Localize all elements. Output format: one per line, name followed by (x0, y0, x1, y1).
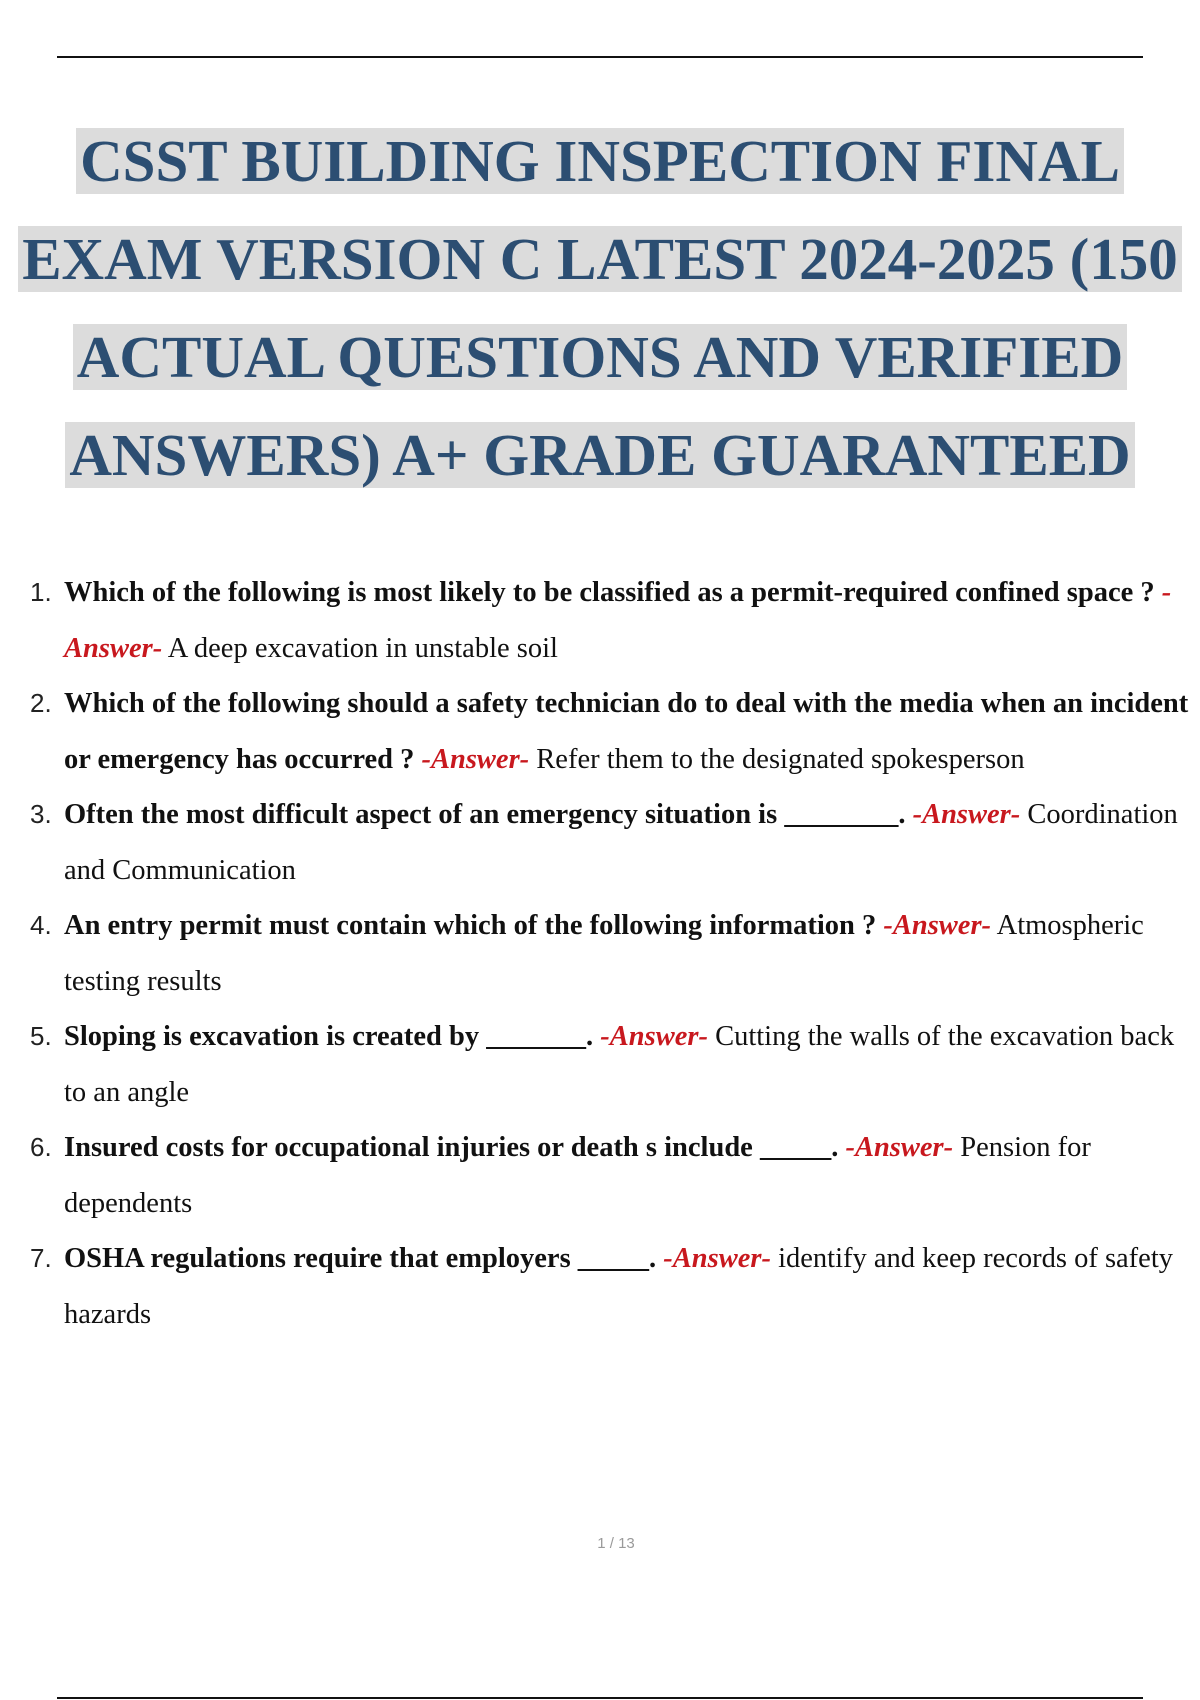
question-number: 7. (30, 1243, 52, 1273)
question-item (0, 565, 1200, 676)
answer-label: -Answer- (421, 743, 530, 775)
title-line (0, 112, 1200, 210)
answer-text: A deep excavation in unstable soil (167, 632, 558, 664)
answer-text: identify and keep records of safety hazards (64, 1243, 1173, 1330)
question-number: 3. (30, 799, 52, 829)
question-text: Sloping is excavation is created by _______. (64, 1021, 594, 1052)
bottom-rule (57, 1697, 1143, 1699)
answer-label: -Answer- (845, 1132, 954, 1163)
answer-text: Coordination and Communication (64, 799, 1178, 886)
answer-label: -Answer- (663, 1243, 771, 1274)
answer-text: Cutting the walls of the excavation back to an angle (64, 1021, 1175, 1108)
title-line (0, 308, 1200, 406)
answer-label: -Answer- (912, 799, 1021, 830)
question-number: 2. (30, 688, 52, 718)
question-text: Which of the following should a safety technician do to deal with the media when an incident or emergency has occurred ? (64, 688, 1189, 775)
answer-text: Pension for dependents (64, 1132, 1091, 1219)
question-item (0, 787, 1200, 898)
question-list (0, 565, 1200, 1342)
question-text: OSHA regulations require that employers _____. (64, 1243, 657, 1274)
top-rule (57, 56, 1143, 58)
question-item (0, 676, 1200, 787)
title-line-text: CSST BUILDING INSPECTION FINAL (76, 128, 1124, 194)
answer-label: -Answer- (883, 910, 992, 941)
question-text: Which of the following is most likely to be classified as a permit-required confined space ? (64, 577, 1155, 608)
title-line (0, 210, 1200, 308)
answer-label: -Answer- (64, 577, 1172, 664)
title-line (0, 406, 1200, 504)
page-indicator: 1 / 13 (597, 1535, 635, 1552)
title-line-text: EXAM VERSION C LATEST 2024-2025 (150 (18, 226, 1182, 292)
answer-label: -Answer- (600, 1021, 708, 1052)
answer-text: Refer them to the designated spokesperson (536, 743, 1025, 775)
question-item (0, 898, 1200, 1009)
answer-text: Atmospheric testing results (64, 910, 1144, 997)
question-item (0, 1120, 1200, 1231)
title-line-text: ANSWERS) A+ GRADE GUARANTEED (65, 422, 1134, 488)
question-number: 6. (30, 1132, 52, 1162)
question-text: Insured costs for occupational injuries or death s include _____. (64, 1132, 839, 1163)
question-number: 5. (30, 1021, 52, 1051)
question-item (0, 1009, 1200, 1120)
question-text: An entry permit must contain which of the following information ? (64, 910, 877, 941)
document-title (0, 112, 1200, 504)
question-number: 4. (30, 910, 52, 940)
question-number: 1. (30, 577, 52, 607)
question-text: Often the most difficult aspect of an emergency situation is ________. (64, 799, 906, 830)
title-line-text: ACTUAL QUESTIONS AND VERIFIED (73, 324, 1127, 390)
question-item (0, 1231, 1200, 1342)
